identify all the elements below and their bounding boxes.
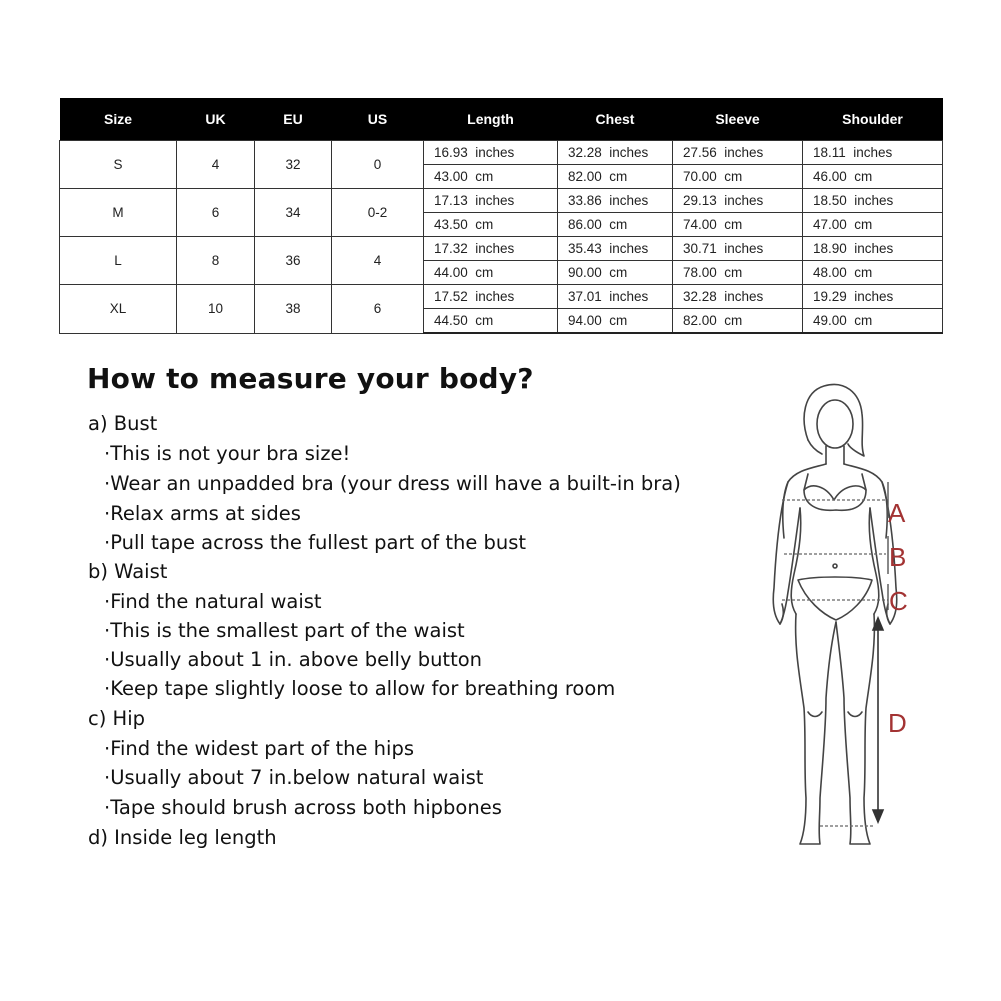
cell-length-cm: 43.00 cm bbox=[424, 165, 558, 189]
instruction-item: ·This is not your bra size! bbox=[104, 442, 351, 465]
guide-title: How to measure your body? bbox=[87, 362, 534, 395]
cell-us: 4 bbox=[332, 237, 424, 285]
cell-length-inches: 17.13 inches bbox=[424, 189, 558, 213]
cell-length-inches: 17.52 inches bbox=[424, 285, 558, 309]
instruction-item: ·Keep tape slightly loose to allow for breathing room bbox=[104, 677, 616, 700]
cell-uk: 8 bbox=[177, 237, 255, 285]
body-measurement-figure bbox=[760, 378, 960, 858]
table-row bbox=[60, 285, 943, 309]
instruction-item: ·Find the widest part of the hips bbox=[104, 737, 414, 760]
header-sleeve: Sleeve bbox=[673, 98, 803, 141]
table-row bbox=[60, 141, 943, 165]
cell-uk: 6 bbox=[177, 189, 255, 237]
header-uk: UK bbox=[177, 98, 255, 141]
label-d: D bbox=[888, 708, 907, 738]
table-body bbox=[60, 141, 943, 334]
cell-eu: 38 bbox=[255, 285, 332, 334]
cell-size: L bbox=[60, 237, 177, 285]
header-size: Size bbox=[60, 98, 177, 141]
cell-chest-cm: 86.00 cm bbox=[558, 213, 673, 237]
cell-eu: 36 bbox=[255, 237, 332, 285]
cell-size: M bbox=[60, 189, 177, 237]
section-heading: a) Bust bbox=[88, 412, 158, 435]
cell-chest-cm: 94.00 cm bbox=[558, 309, 673, 334]
instruction-item: ·Tape should brush across both hipbones bbox=[104, 796, 502, 819]
label-c: C bbox=[889, 586, 908, 616]
instruction-item: ·Relax arms at sides bbox=[104, 502, 301, 525]
size-chart-table bbox=[59, 98, 943, 334]
instruction-item: ·Wear an unpadded bra (your dress will have a built-in bra) bbox=[104, 472, 681, 495]
cell-shoulder-inches: 18.90 inches bbox=[803, 237, 943, 261]
cell-length-cm: 43.50 cm bbox=[424, 213, 558, 237]
cell-chest-cm: 82.00 cm bbox=[558, 165, 673, 189]
inside-leg-arrow bbox=[873, 618, 883, 822]
cell-us: 0-2 bbox=[332, 189, 424, 237]
cell-size: S bbox=[60, 141, 177, 189]
cell-shoulder-inches: 18.50 inches bbox=[803, 189, 943, 213]
cell-sleeve-cm: 74.00 cm bbox=[673, 213, 803, 237]
cell-us: 0 bbox=[332, 141, 424, 189]
cell-eu: 34 bbox=[255, 189, 332, 237]
cell-chest-inches: 35.43 inches bbox=[558, 237, 673, 261]
section-heading: c) Hip bbox=[88, 707, 145, 730]
cell-chest-inches: 32.28 inches bbox=[558, 141, 673, 165]
cell-length-inches: 17.32 inches bbox=[424, 237, 558, 261]
cell-length-inches: 16.93 inches bbox=[424, 141, 558, 165]
table-row bbox=[60, 237, 943, 261]
instruction-item: ·Usually about 7 in.below natural waist bbox=[104, 766, 484, 789]
table-header-row bbox=[60, 98, 943, 141]
cell-sleeve-inches: 30.71 inches bbox=[673, 237, 803, 261]
instruction-item: ·Pull tape across the fullest part of the bust bbox=[104, 531, 527, 554]
cell-sleeve-cm: 78.00 cm bbox=[673, 261, 803, 285]
cell-uk: 10 bbox=[177, 285, 255, 334]
cell-sleeve-cm: 82.00 cm bbox=[673, 309, 803, 334]
instruction-item: ·This is the smallest part of the waist bbox=[104, 619, 465, 642]
cell-sleeve-cm: 70.00 cm bbox=[673, 165, 803, 189]
cell-shoulder-cm: 46.00 cm bbox=[803, 165, 943, 189]
label-b: B bbox=[889, 542, 907, 572]
header-us: US bbox=[332, 98, 424, 141]
cell-uk: 4 bbox=[177, 141, 255, 189]
instruction-item: ·Usually about 1 in. above belly button bbox=[104, 648, 483, 671]
cell-sleeve-inches: 27.56 inches bbox=[673, 141, 803, 165]
cell-us: 6 bbox=[332, 285, 424, 334]
header-shoulder: Shoulder bbox=[803, 98, 943, 141]
table-row bbox=[60, 189, 943, 213]
cell-shoulder-cm: 47.00 cm bbox=[803, 213, 943, 237]
cell-eu: 32 bbox=[255, 141, 332, 189]
instruction-item: ·Find the natural waist bbox=[104, 590, 322, 613]
label-a: A bbox=[888, 498, 906, 528]
cell-sleeve-inches: 32.28 inches bbox=[673, 285, 803, 309]
section-heading: b) Waist bbox=[88, 560, 168, 583]
cell-shoulder-cm: 49.00 cm bbox=[803, 309, 943, 334]
cell-shoulder-cm: 48.00 cm bbox=[803, 261, 943, 285]
cell-size: XL bbox=[60, 285, 177, 334]
header-length: Length bbox=[424, 98, 558, 141]
cell-sleeve-inches: 29.13 inches bbox=[673, 189, 803, 213]
cell-chest-inches: 37.01 inches bbox=[558, 285, 673, 309]
cell-length-cm: 44.00 cm bbox=[424, 261, 558, 285]
cell-shoulder-inches: 18.11 inches bbox=[803, 141, 943, 165]
section-heading: d) Inside leg length bbox=[88, 826, 277, 849]
header-eu: EU bbox=[255, 98, 332, 141]
cell-length-cm: 44.50 cm bbox=[424, 309, 558, 334]
cell-chest-inches: 33.86 inches bbox=[558, 189, 673, 213]
header-chest: Chest bbox=[558, 98, 673, 141]
cell-chest-cm: 90.00 cm bbox=[558, 261, 673, 285]
cell-shoulder-inches: 19.29 inches bbox=[803, 285, 943, 309]
